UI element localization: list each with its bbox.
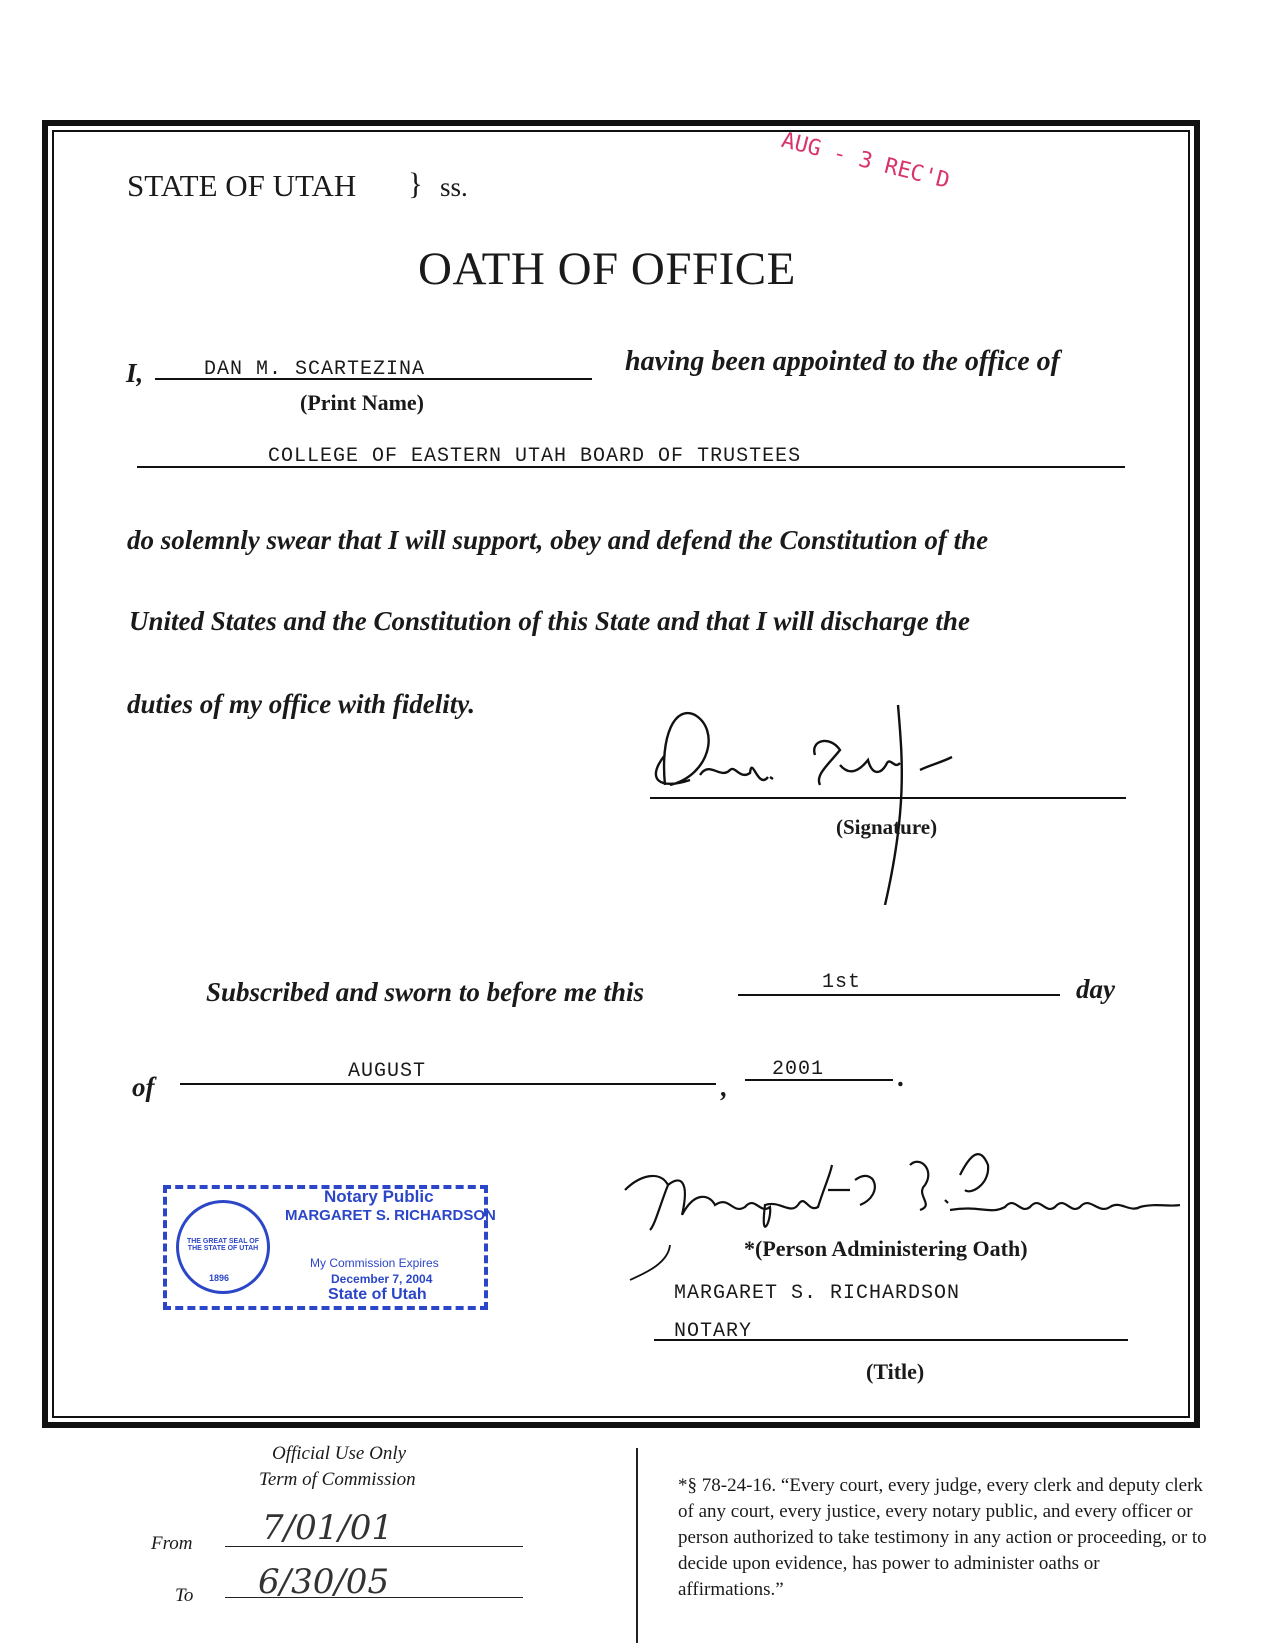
title-line	[654, 1339, 1128, 1341]
oath-line-1: do solemnly swear that I will support, obey and defend the Constitution of the	[127, 525, 989, 555]
notary-name: MARGARET S. RICHARDSON	[285, 1207, 496, 1224]
of-label: of	[132, 1072, 155, 1102]
state-heading: STATE OF UTAH	[127, 168, 357, 203]
signature-label: (Signature)	[836, 815, 938, 839]
administrator-label: *(Person Administering Oath)	[744, 1236, 1028, 1261]
year-value: 2001	[772, 1058, 825, 1081]
received-stamp: AUG - 3 REC'D	[778, 128, 953, 194]
notary-expires: December 7, 2004	[331, 1272, 433, 1286]
pronoun: I,	[126, 358, 144, 388]
month-value: AUGUST	[348, 1060, 427, 1083]
appointed-text: having been appointed to the office of	[625, 346, 1060, 377]
subscribed-text: Subscribed and sworn to before me this	[206, 977, 645, 1007]
oath-line-3: duties of my office with fidelity.	[127, 689, 475, 719]
print-name-label: (Print Name)	[300, 390, 425, 415]
oath-line-2: United States and the Constitution of this State and that I will discharge the	[129, 606, 970, 636]
comma: ,	[721, 1072, 728, 1102]
period: .	[898, 1062, 905, 1092]
section-divider	[636, 1448, 638, 1643]
administrator-title-value: NOTARY	[674, 1320, 753, 1343]
ss-label: ss.	[440, 172, 468, 202]
signature-scribble	[640, 695, 1020, 905]
page-title: OATH OF OFFICE	[418, 243, 796, 295]
day-value: 1st	[822, 971, 862, 994]
seal-text: THE GREAT SEAL OF THE STATE OF UTAH	[186, 1238, 260, 1252]
term-heading: Term of Commission	[259, 1469, 416, 1490]
state-seal	[176, 1200, 270, 1294]
signature-line	[650, 797, 1126, 799]
notary-state: State of Utah	[328, 1286, 427, 1303]
administrator-name: MARGARET S. RICHARDSON	[674, 1282, 961, 1305]
seal-year: 1896	[209, 1273, 230, 1283]
to-label: To	[175, 1585, 194, 1606]
title-label: (Title)	[866, 1359, 925, 1384]
day-label: day	[1076, 974, 1115, 1004]
statute-footnote: *§ 78-24-16. “Every court, every judge, every clerk and deputy clerk of any court, every justice, every notary public, and every officer or person authorized to take testimony in any action or proceeding, or to decide upon evidence, has power to administer oaths or affirmations.”	[678, 1475, 1207, 1600]
to-value: 6/30/05	[258, 1562, 390, 1602]
office-line	[137, 466, 1125, 468]
printed-name: DAN M. SCARTEZINA	[204, 358, 426, 381]
official-use-heading: Official Use Only	[272, 1443, 407, 1464]
notary-commission: My Commission Expires	[310, 1256, 439, 1270]
from-value: 7/01/01	[262, 1508, 394, 1548]
office-name: COLLEGE OF EASTERN UTAH BOARD OF TRUSTEES	[268, 445, 802, 468]
brace: }	[408, 166, 423, 201]
from-label: From	[151, 1533, 193, 1554]
day-line	[738, 994, 1060, 996]
notary-title: Notary Public	[324, 1187, 434, 1206]
administrator-signature	[620, 1135, 1180, 1285]
month-line	[180, 1083, 716, 1085]
